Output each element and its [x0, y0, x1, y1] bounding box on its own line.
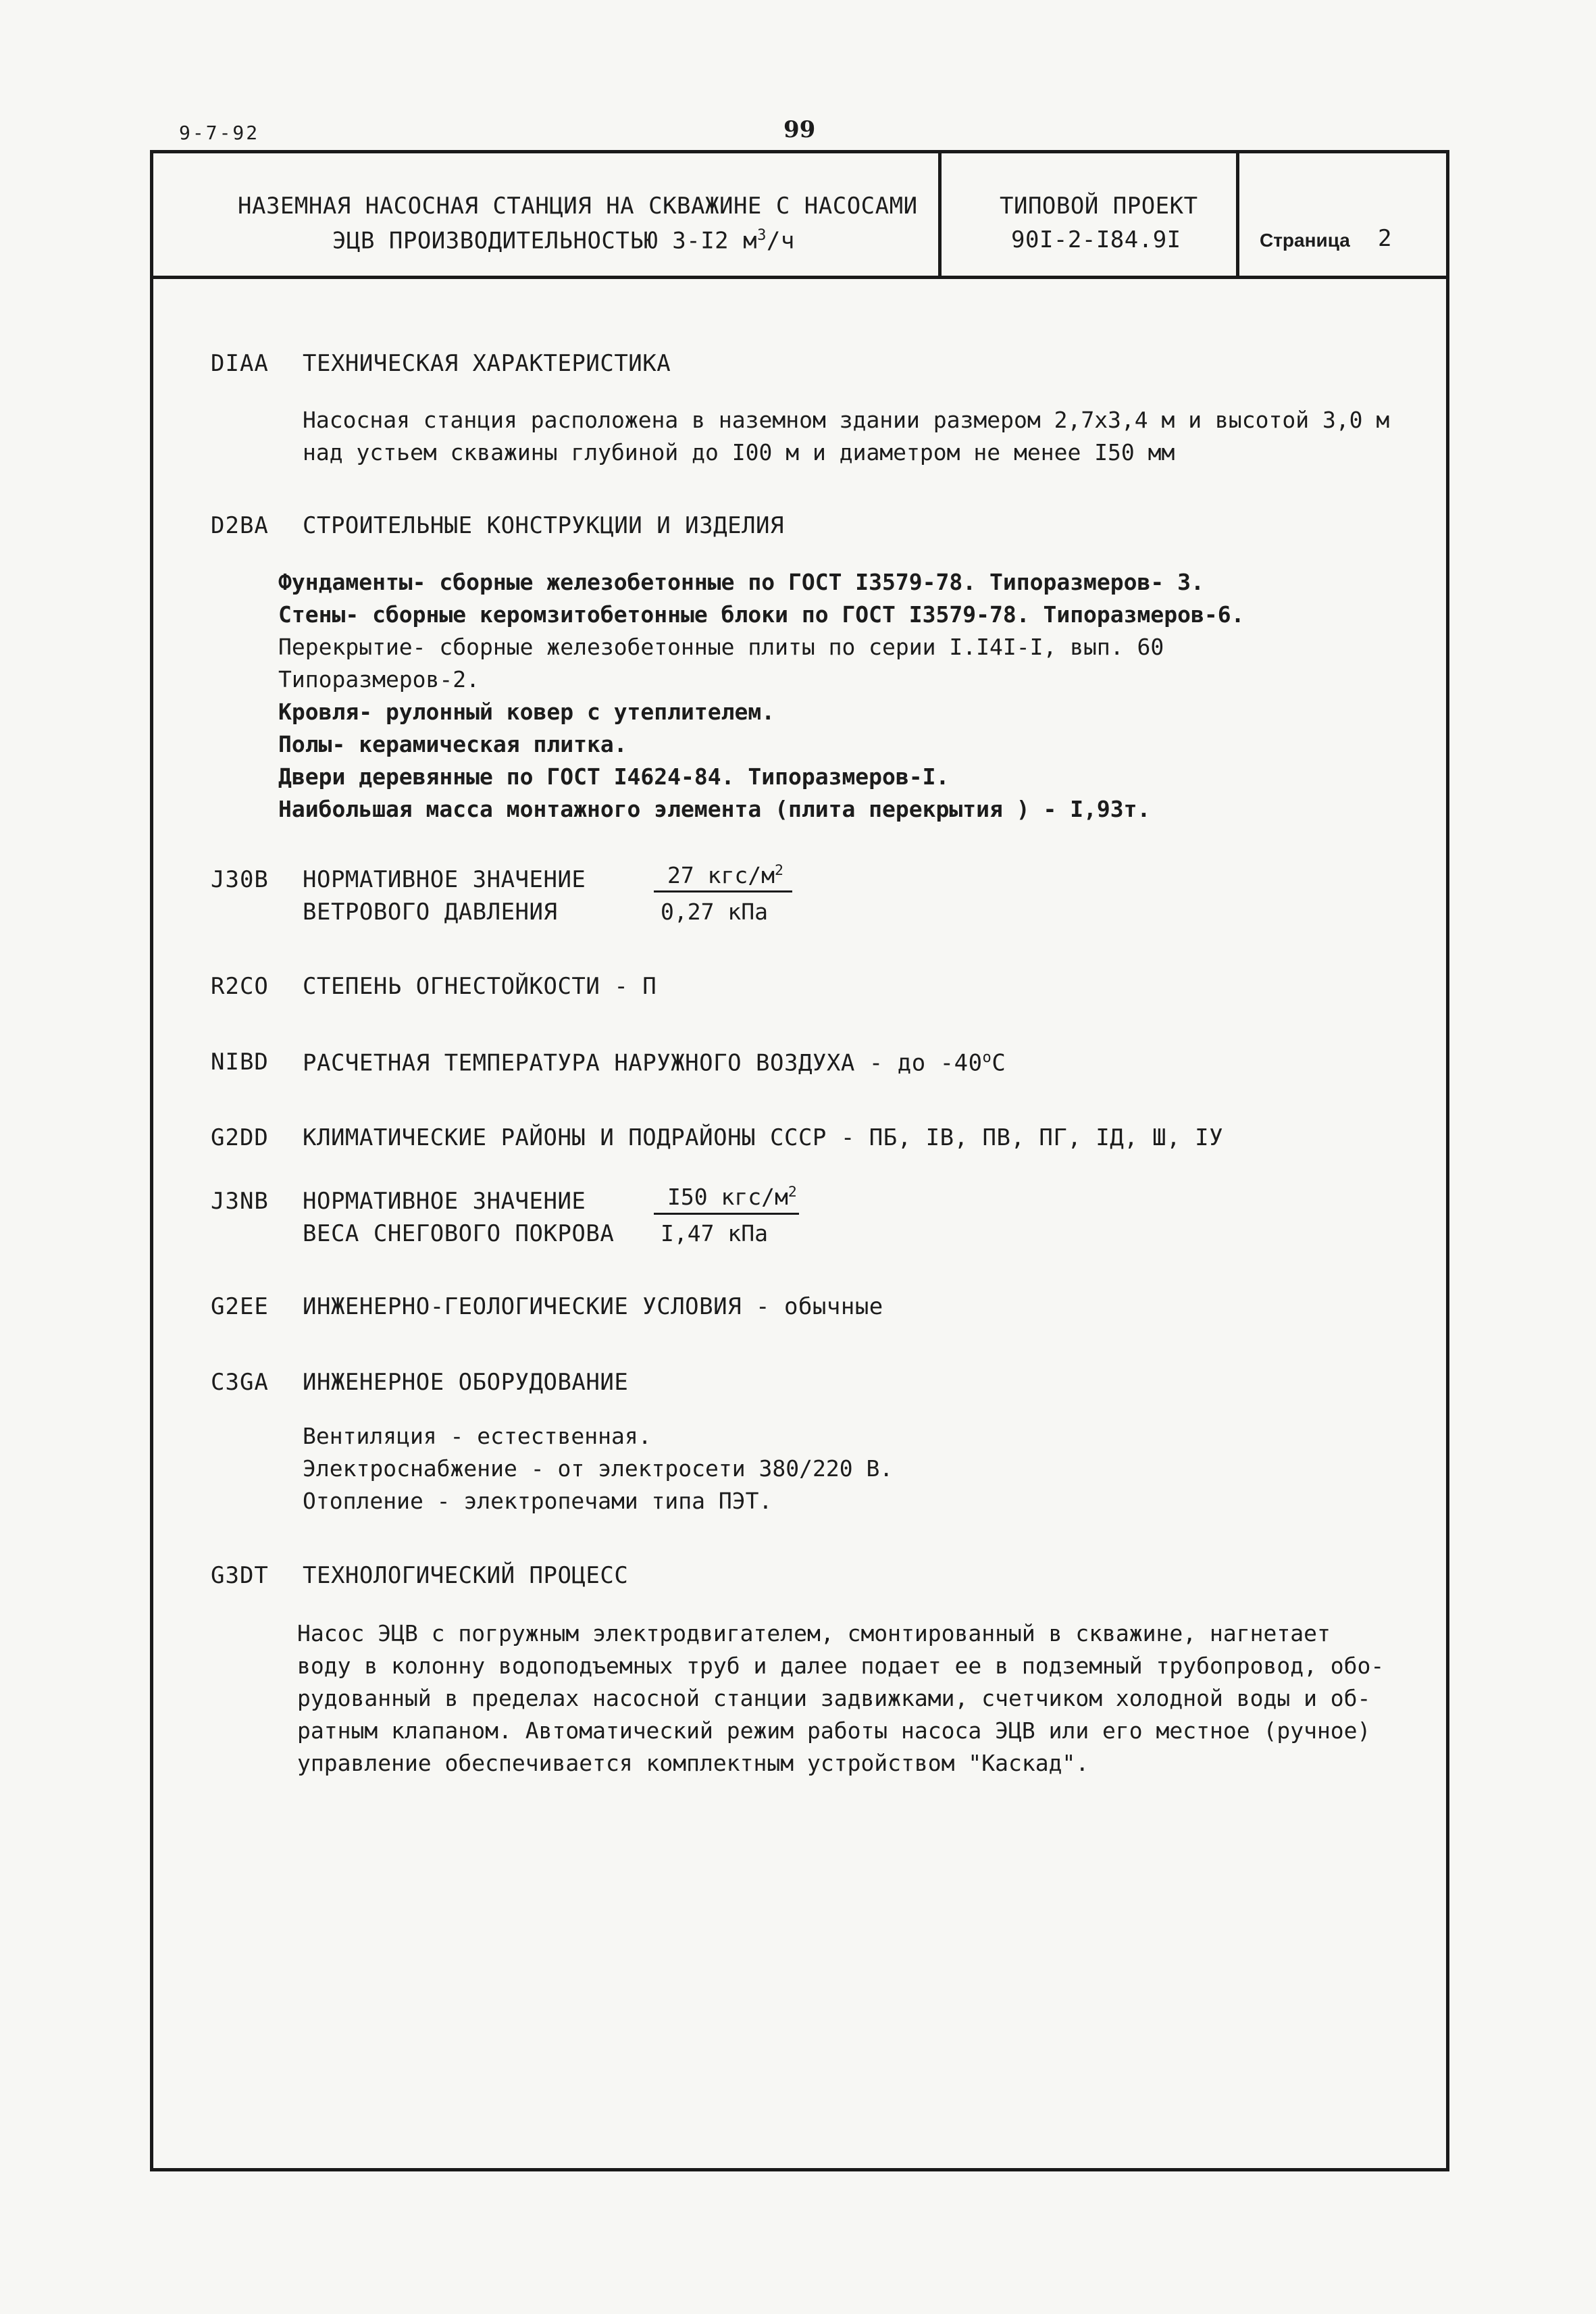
document-code: 9-7-92 — [179, 122, 260, 144]
degree-sup: о — [982, 1049, 992, 1066]
section-title: ИНЖЕНЕРНОЕ ОБОРУДОВАНИЕ — [303, 1369, 629, 1396]
text-line: Перекрытие- сборные железобетонные плиты по серии I.I4I-I, вып. 60 — [278, 634, 1164, 660]
text-line: управление обеспечивается комплектным устройством "Каскад". — [297, 1750, 1089, 1776]
section-title: ИНЖЕНЕРНО-ГЕОЛОГИЧЕСКИЕ УСЛОВИЯ - обычные — [303, 1293, 883, 1320]
fraction-denominator: 0,27 кПа — [661, 899, 768, 925]
section-code: NIBD — [211, 1049, 269, 1076]
section-title: СТРОИТЕЛЬНЫЕ КОНСТРУКЦИИ И ИЗДЕЛИЯ — [303, 512, 784, 539]
text-line: Насос ЭЦВ с погружным электродвигателем, смонтированный в скважине, нагнетает — [297, 1620, 1331, 1646]
section-label-line-2: ВЕТРОВОГО ДАВЛЕНИЯ — [303, 899, 558, 926]
fraction-numerator — [667, 1184, 797, 1210]
text-line: ратным клапаном. Автоматический режим работы насоса ЭЦВ или его местное (ручное) — [297, 1717, 1371, 1744]
section-label-line-1: НОРМАТИВНОЕ ЗНАЧЕНИЕ — [303, 1188, 586, 1215]
section-code: DIAA — [211, 350, 269, 377]
text-line: Фундаменты- сборные железобетонные по ГОСТ I3579-78. Типоразмеров- 3. — [278, 569, 1204, 595]
title-line-2 — [332, 226, 795, 254]
title-line-2-text: ЭЦВ ПРОИЗВОДИТЕЛЬНОСТЬЮ 3-I2 м — [332, 227, 758, 255]
numerator-sup: 2 — [788, 1184, 797, 1201]
section-title: ТЕХНИЧЕСКАЯ ХАРАКТЕРИСТИКА — [303, 350, 671, 377]
section-code: R2CO — [211, 973, 269, 1000]
section-code: J30B — [211, 866, 269, 893]
section-code: C3GA — [211, 1369, 269, 1396]
page-value: 2 — [1378, 225, 1392, 252]
text-line: рудованный в пределах насосной станции задвижками, счетчиком холодной воды и об- — [297, 1685, 1371, 1711]
section-code: G3DT — [211, 1562, 269, 1589]
section-title: КЛИМАТИЧЕСКИЕ РАЙОНЫ И ПОДРАЙОНЫ СССР - ПБ, IВ, ПВ, ПГ, IД, Ш, IУ — [303, 1124, 1224, 1151]
fraction-line — [654, 1213, 799, 1215]
section-label-line-1: НОРМАТИВНОЕ ЗНАЧЕНИЕ — [303, 866, 586, 893]
title-line-2-suffix: /ч — [766, 227, 795, 255]
numerator-text: I50 кгс/м — [667, 1184, 788, 1210]
section-code: G2DD — [211, 1124, 269, 1151]
title-line-1: НАЗЕМНАЯ НАСОСНАЯ СТАНЦИЯ НА СКВАЖИНЕ С НАСОСАМИ — [238, 193, 918, 220]
text-line: Вентиляция - естественная. — [303, 1423, 652, 1449]
text-line: Стены- сборные керомзитобетонные блоки по ГОСТ I3579-78. Типоразмеров-6. — [278, 601, 1245, 628]
section-title — [303, 1049, 1006, 1076]
text-line: Отопление - электропечами типа ПЭТ. — [303, 1488, 773, 1514]
project-number: 90I-2-I84.9I — [1011, 226, 1181, 253]
section-code: G2EE — [211, 1293, 269, 1320]
text-line: Наибольшая масса монтажного элемента (плита перекрытия ) - I,93т. — [278, 796, 1151, 822]
project-label: ТИПОВОЙ ПРОЕКТ — [1000, 193, 1198, 220]
section-title: ТЕХНОЛОГИЧЕСКИЙ ПРОЦЕСС — [303, 1562, 629, 1589]
section-code: J3NB — [211, 1188, 269, 1215]
header-divider — [150, 276, 1449, 279]
numerator-sup: 2 — [774, 862, 783, 879]
temperature-text: РАСЧЕТНАЯ ТЕМПЕРАТУРА НАРУЖНОГО ВОЗДУХА - до -40 — [303, 1049, 983, 1077]
header-separator-2 — [1236, 150, 1239, 278]
fraction-numerator — [667, 862, 783, 888]
page-label: Страница — [1260, 230, 1350, 251]
text-line: Типоразмеров-2. — [278, 666, 480, 693]
fraction-denominator: I,47 кПа — [661, 1220, 768, 1247]
text-line: Кровля- рулонный ковер с утеплителем. — [278, 699, 775, 725]
text-line: Полы- керамическая плитка. — [278, 731, 627, 757]
fraction-line — [654, 890, 792, 892]
section-label-line-2: ВЕСА СНЕГОВОГО ПОКРОВА — [303, 1220, 615, 1247]
text-line: над устьем скважины глубиной до I00 м и диаметром не менее I50 мм — [303, 439, 1175, 466]
temperature-unit: С — [992, 1049, 1006, 1077]
title-line-2-sup: 3 — [757, 226, 767, 244]
text-line: Насосная станция расположена в наземном здании размером 2,7х3,4 м и высотой 3,0 м — [303, 407, 1390, 433]
header-separator-1 — [938, 150, 942, 278]
numerator-text: 27 кгс/м — [667, 862, 775, 888]
text-line: Электроснабжение - от электросети 380/220 В. — [303, 1455, 894, 1482]
page-number: 99 — [783, 116, 816, 143]
section-code: D2BA — [211, 512, 269, 539]
section-title: СТЕПЕНЬ ОГНЕСТОЙКОСТИ - П — [303, 973, 657, 1000]
text-line: воду в колонну водоподъемных труб и далее подает ее в подземный трубопровод, обо- — [297, 1653, 1385, 1679]
text-line: Двери деревянные по ГОСТ I4624-84. Типоразмеров-I. — [278, 763, 950, 790]
